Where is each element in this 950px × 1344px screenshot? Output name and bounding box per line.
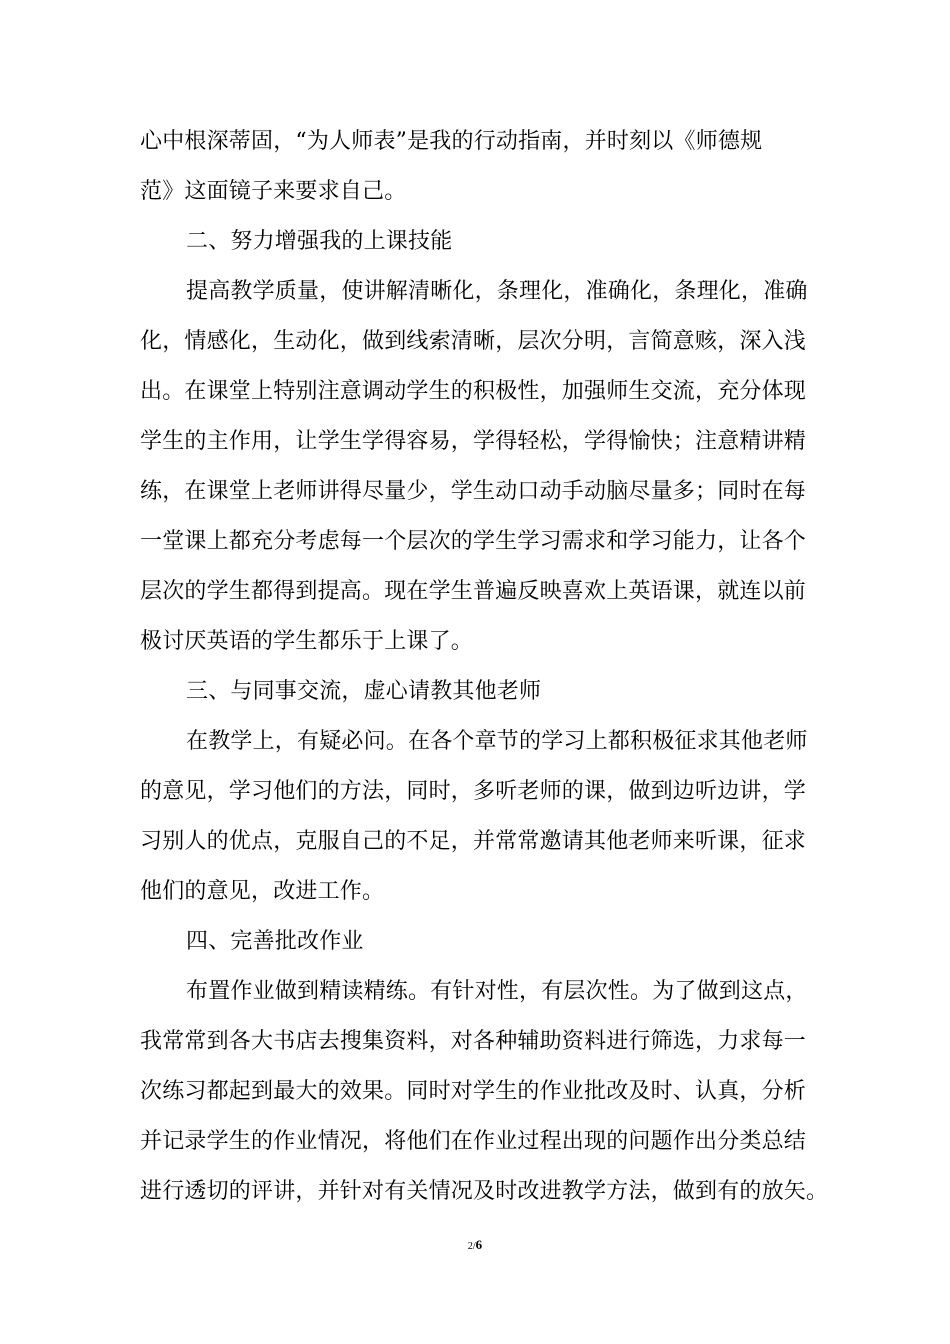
- text-line: 的意见，学习他们的方法，同时，多听老师的课，做到边听边讲，学: [140, 779, 807, 804]
- text-line: 范》这面镜子来要求自己。: [140, 179, 407, 204]
- text-line: 心中根深蒂固，“为人师表”是我的行动指南，并时刻以《师德规: [140, 129, 763, 154]
- text-line: 化，情感化，生动化，做到线索清晰，层次分明，言简意赅，深入浅: [140, 329, 807, 354]
- section-heading: 二、努力增强我的上课技能: [186, 229, 453, 254]
- text-line: 他们的意见，改进工作。: [140, 879, 385, 904]
- text-line: 并记录学生的作业情况，将他们在作业过程出现的问题作出分类总结: [140, 1129, 807, 1154]
- text-line: 次练习都起到最大的效果。同时对学生的作业批改及时、认真，分析: [140, 1079, 807, 1104]
- page-separator: /: [472, 1241, 476, 1252]
- text-line: 学生的主作用，让学生学得容易，学得轻松，学得愉快；注意精讲精: [140, 429, 807, 454]
- text-line: 一堂课上都充分考虑每一个层次的学生学习需求和学习能力，让各个: [140, 529, 807, 554]
- current-page-number: 2: [467, 1241, 473, 1252]
- text-line: 极讨厌英语的学生都乐于上课了。: [140, 629, 474, 654]
- text-line: 出。在课堂上特别注意调动学生的积极性，加强师生交流，充分体现: [140, 379, 807, 404]
- text-line: 习别人的优点，克服自己的不足，并常常邀请其他老师来听课，征求: [140, 829, 807, 854]
- text-line: 在教学上，有疑必问。在各个章节的学习上都积极征求其他老师: [186, 729, 808, 754]
- section-heading: 四、完善批改作业: [186, 929, 364, 954]
- text-line: 提高教学质量，使讲解清晰化，条理化，准确化，条理化，准确: [186, 279, 808, 304]
- text-line: 进行透切的评讲，并针对有关情况及时改进教学方法，做到有的放矢。: [140, 1179, 829, 1204]
- page-number: [0, 1238, 950, 1254]
- text-line: 层次的学生都得到提高。现在学生普遍反映喜欢上英语课，就连以前: [140, 579, 807, 604]
- section-heading: 三、与同事交流，虚心请教其他老师: [186, 679, 542, 704]
- text-line: 布置作业做到精读精练。有针对性，有层次性。为了做到这点，: [186, 979, 808, 1004]
- text-line: 我常常到各大书店去搜集资料，对各种辅助资料进行筛选，力求每一: [140, 1029, 807, 1054]
- text-line: 练，在课堂上老师讲得尽量少，学生动口动手动脑尽量多；同时在每: [140, 479, 807, 504]
- total-pages-number: 6: [475, 1237, 483, 1252]
